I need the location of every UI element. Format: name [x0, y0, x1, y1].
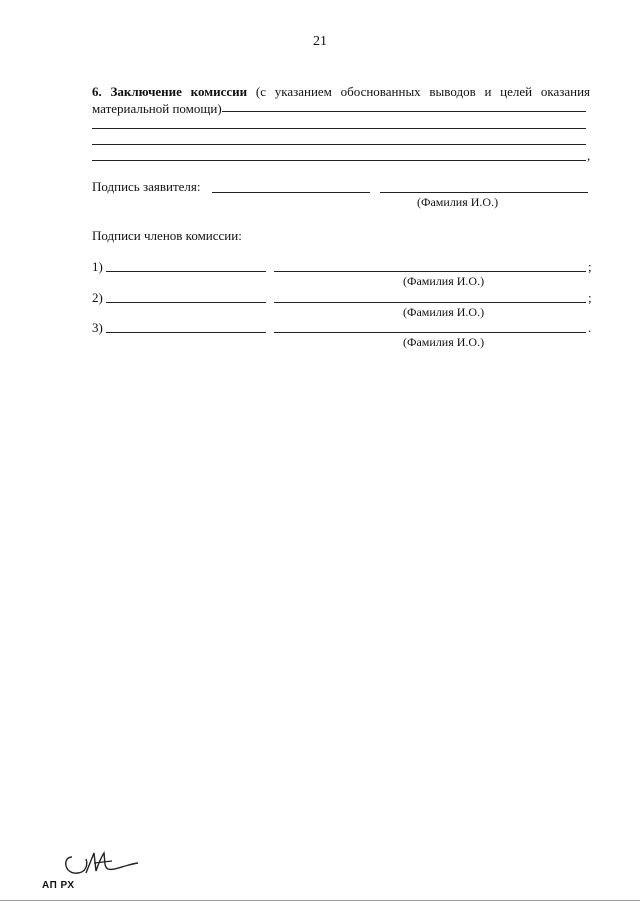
conclusion-end-punct: , — [587, 148, 591, 163]
conclusion-heading-line — [92, 84, 590, 100]
member-name-line-2[interactable] — [274, 302, 586, 303]
member-number-1: 1) — [92, 259, 103, 274]
applicant-signature-label: Подпись заявителя: — [92, 179, 201, 194]
conclusion-description-cont: материальной помощи) — [92, 101, 222, 116]
footer-logo-text: АП РХ — [42, 880, 75, 891]
member-signature-line-2[interactable] — [106, 302, 266, 303]
conclusion-description: (с указанием обоснованных выводов и целей оказания — [255, 84, 591, 99]
member-name-caption-3: (Фамилия И.О.) — [403, 335, 485, 349]
applicant-name-line[interactable] — [380, 192, 588, 193]
member-name-caption-2: (Фамилия И.О.) — [403, 305, 485, 319]
applicant-signature-line[interactable] — [212, 192, 370, 193]
members-signature-label: Подписи членов комиссии: — [92, 228, 242, 243]
footer-divider — [0, 900, 640, 901]
member-signature-line-1[interactable] — [106, 271, 266, 272]
conclusion-heading: 6. Заключение комиссии — [92, 84, 248, 99]
member-name-line-3[interactable] — [274, 332, 586, 333]
conclusion-line-3[interactable] — [92, 160, 586, 161]
page-number: 21 — [313, 34, 327, 49]
member-signature-line-3[interactable] — [106, 332, 266, 333]
conclusion-line-1[interactable] — [92, 128, 586, 129]
conclusion-line-0[interactable] — [222, 111, 586, 112]
member-name-line-1[interactable] — [274, 271, 586, 272]
member-end-2: ; — [588, 290, 592, 305]
applicant-name-caption: (Фамилия И.О.) — [417, 195, 499, 209]
member-name-caption-1: (Фамилия И.О.) — [403, 274, 485, 288]
member-number-3: 3) — [92, 320, 103, 335]
member-end-3: . — [588, 320, 592, 335]
member-number-2: 2) — [92, 290, 103, 305]
member-end-1: ; — [588, 259, 592, 274]
conclusion-line-2[interactable] — [92, 144, 586, 145]
